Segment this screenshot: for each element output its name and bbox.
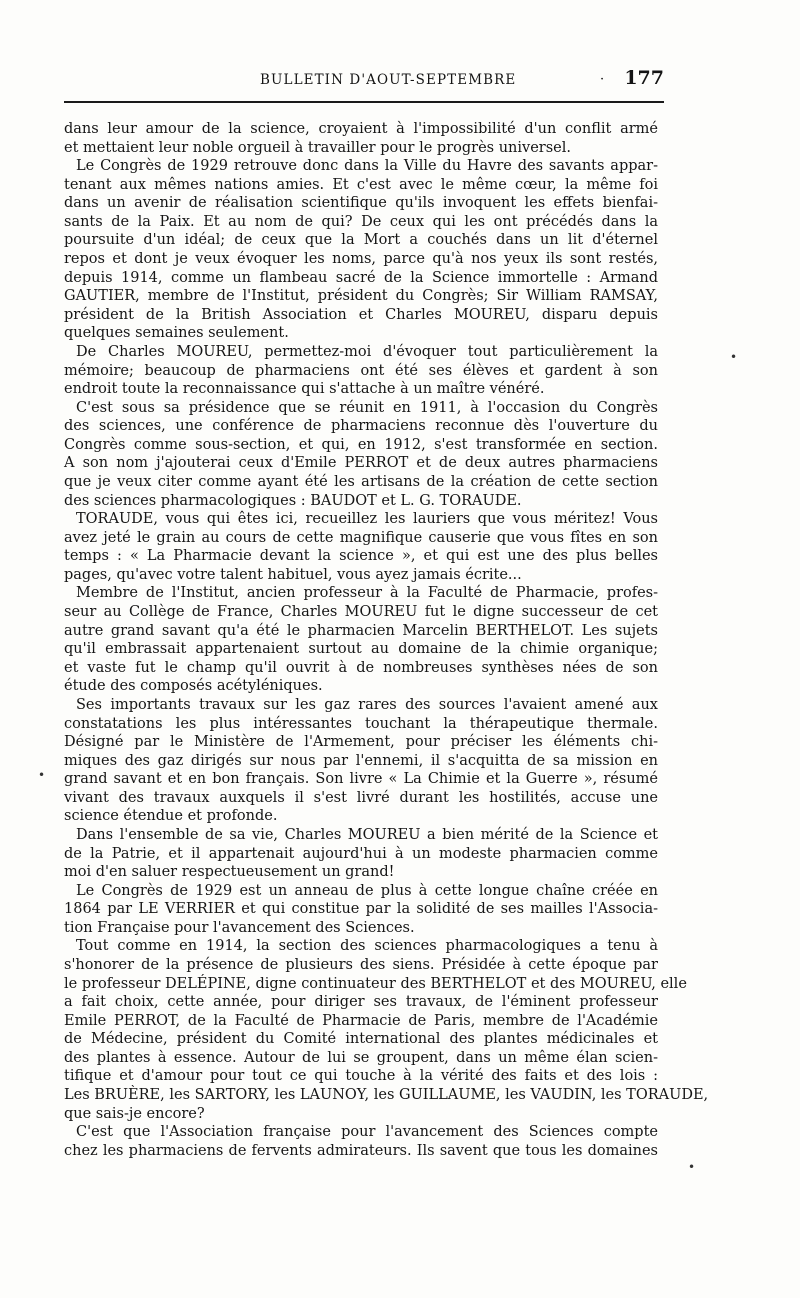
text-line: Désigné par le Ministère de l'Armement, pour préciser les éléments chi- xyxy=(64,734,658,751)
text-line: quelques semaines seulement. xyxy=(64,325,289,342)
text-line: sants de la Paix. Et au nom de qui? De ceux qui les ont précédés dans la xyxy=(64,213,658,230)
text-line: C'est que l'Association française pour l'avancement des Sciences compte xyxy=(76,1124,658,1141)
margin-mark: • xyxy=(730,350,738,364)
text-line: chez les pharmaciens de fervents admirateurs. Ils savent que tous les domaines xyxy=(64,1142,658,1159)
text-line: endroit toute la reconnaissance qui s'attache à un maître vénéré. xyxy=(64,381,545,398)
text-line: tifique et d'amour pour tout ce qui touche à la vérité des faits et des lois : xyxy=(64,1068,658,1085)
text-line: des sciences, une conférence de pharmaciens reconnue dès l'ouverture du xyxy=(64,418,658,435)
text-line: Membre de l'Institut, ancien professeur à la Faculté de Pharmacie, profes- xyxy=(76,585,658,602)
text-line: C'est sous sa présidence que se réunit en 1911, à l'occasion du Congrès xyxy=(76,399,658,416)
margin-mark: • xyxy=(688,1160,696,1174)
text-line: qu'il embrassait appartenaient surtout au domaine de la chimie organique; xyxy=(64,641,658,658)
text-line: science étendue et profonde. xyxy=(64,808,278,825)
header-rule xyxy=(64,101,664,103)
text-line: moi d'en saluer respectueusement un grand! xyxy=(64,864,395,881)
text-line: Emile PERROT, de la Faculté de Pharmacie de Paris, membre de l'Académie xyxy=(64,1012,658,1029)
text-line: A son nom j'ajouterai ceux d'Emile PERROT et de deux autres pharmaciens xyxy=(64,455,658,472)
text-line: président de la British Association et Charles MOUREU, disparu depuis xyxy=(64,306,658,323)
text-line: dans leur amour de la science, croyaient à l'impossibilité d'un conflit armé xyxy=(64,121,658,137)
text-line: depuis 1914, comme un flambeau sacré de la Science immortelle : Armand xyxy=(64,269,658,286)
header-dot: · xyxy=(600,72,605,87)
running-title: BULLETIN D'AOUT-SEPTEMBRE xyxy=(260,72,517,88)
text-line: seur au Collège de France, Charles MOUREU fut le digne successeur de cet xyxy=(64,604,658,621)
text-line: vivant des travaux auxquels il s'est livré durant les hostilités, accuse une xyxy=(64,789,658,806)
text-line: de Médecine, président du Comité international des plantes médicinales et xyxy=(64,1031,658,1048)
text-line: constatations les plus intéressantes touchant la thérapeutique thermale. xyxy=(64,715,658,732)
margin-mark: • xyxy=(38,768,46,782)
text-line: Le Congrès de 1929 est un anneau de plus à cette longue chaîne créée en xyxy=(76,882,658,899)
text-line: repos et dont je veux évoquer les noms, parce qu'à nos yeux ils sont restés, xyxy=(64,251,658,268)
text-line: autre grand savant qu'a été le pharmacien Marcelin BERTHELOT. Les sujets xyxy=(64,622,658,639)
text-line: Congrès comme sous-section, et qui, en 1912, s'est transformée en section. xyxy=(64,436,658,453)
text-line: que sais-je encore? xyxy=(64,1105,205,1122)
text-line: pages, qu'avec votre talent habituel, vous ayez jamais écrite... xyxy=(64,566,522,583)
text-line: Les BRUÈRE, les SARTORY, les LAUNOY, les GUILLAUME, les VAUDIN, les TORAUDE, xyxy=(64,1087,709,1104)
text-line: tenant aux mêmes nations amies. Et c'est avec le même cœur, la même foi xyxy=(64,176,658,193)
text-line: Tout comme en 1914, la section des sciences pharmacologiques a tenu à xyxy=(76,938,658,955)
text-line: Dans l'ensemble de sa vie, Charles MOUREU a bien mérité de la Science et xyxy=(76,826,658,843)
text-line: mémoire; beaucoup de pharmaciens ont été ses élèves et gardent à son xyxy=(64,362,658,379)
text-line: De Charles MOUREU, permettez-moi d'évoquer tout particulièrement la xyxy=(76,343,658,360)
text-line: miques des gaz dirigés sur nous par l'ennemi, il s'acquitta de sa mission en xyxy=(64,752,658,769)
text-line: poursuite d'un idéal; de ceux que la Mort a couchés dans un lit d'éternel xyxy=(64,232,658,249)
text-line: des plantes à essence. Autour de lui se groupent, dans un même élan scien- xyxy=(64,1049,658,1066)
text-line: grand savant et en bon français. Son livre « La Chimie et la Guerre », résumé xyxy=(64,771,658,788)
body-text xyxy=(64,120,709,1160)
text-line: s'honorer de la présence de plusieurs des siens. Présidée à cette époque par xyxy=(64,957,658,974)
text-line: temps : « La Pharmacie devant la science », et qui est une des plus belles xyxy=(64,548,658,565)
page-number: 177 xyxy=(624,67,664,89)
text-line: et vaste fut le champ qu'il ouvrit à de nombreuses synthèses nées de son xyxy=(64,659,658,676)
text-line: 1864 par LE VERRIER et qui constitue par la solidité de ses mailles l'Associa- xyxy=(64,901,658,918)
text-line: le professeur DELÉPINE, digne continuateur des BERTHELOT et des MOUREU, elle xyxy=(64,975,687,992)
text-line: des sciences pharmacologiques : BAUDOT et L. G. TORAUDE. xyxy=(64,492,522,509)
text-line: et mettaient leur noble orgueil à travailler pour le progrès universel. xyxy=(64,139,571,156)
text-line: Le Congrès de 1929 retrouve donc dans la Ville du Havre des savants appar- xyxy=(76,158,658,175)
text-line: avez jeté le grain au cours de cette magnifique causerie que vous fîtes en son xyxy=(64,529,658,546)
text-line: GAUTIER, membre de l'Institut, président du Congrès; Sir William RAMSAY, xyxy=(64,288,658,305)
text-line: dans un avenir de réalisation scientifique qu'ils invoquent les effets bienfai- xyxy=(64,195,658,212)
text-line: Ses importants travaux sur les gaz rares des sources l'avaient amené aux xyxy=(76,696,658,713)
text-line: de la Patrie, et il appartenait aujourd'hui à un modeste pharmacien comme xyxy=(64,845,658,862)
text-line: tion Française pour l'avancement des Sciences. xyxy=(64,919,415,936)
page-header xyxy=(64,67,664,96)
text-line: a fait choix, cette année, pour diriger ses travaux, de l'éminent professeur xyxy=(64,994,658,1011)
text-line: TORAUDE, vous qui êtes ici, recueillez les lauriers que vous méritez! Vous xyxy=(76,511,658,528)
text-line: étude des composés acétyléniques. xyxy=(64,678,323,695)
text-line: que je veux citer comme ayant été les artisans de la création de cette section xyxy=(64,473,658,490)
